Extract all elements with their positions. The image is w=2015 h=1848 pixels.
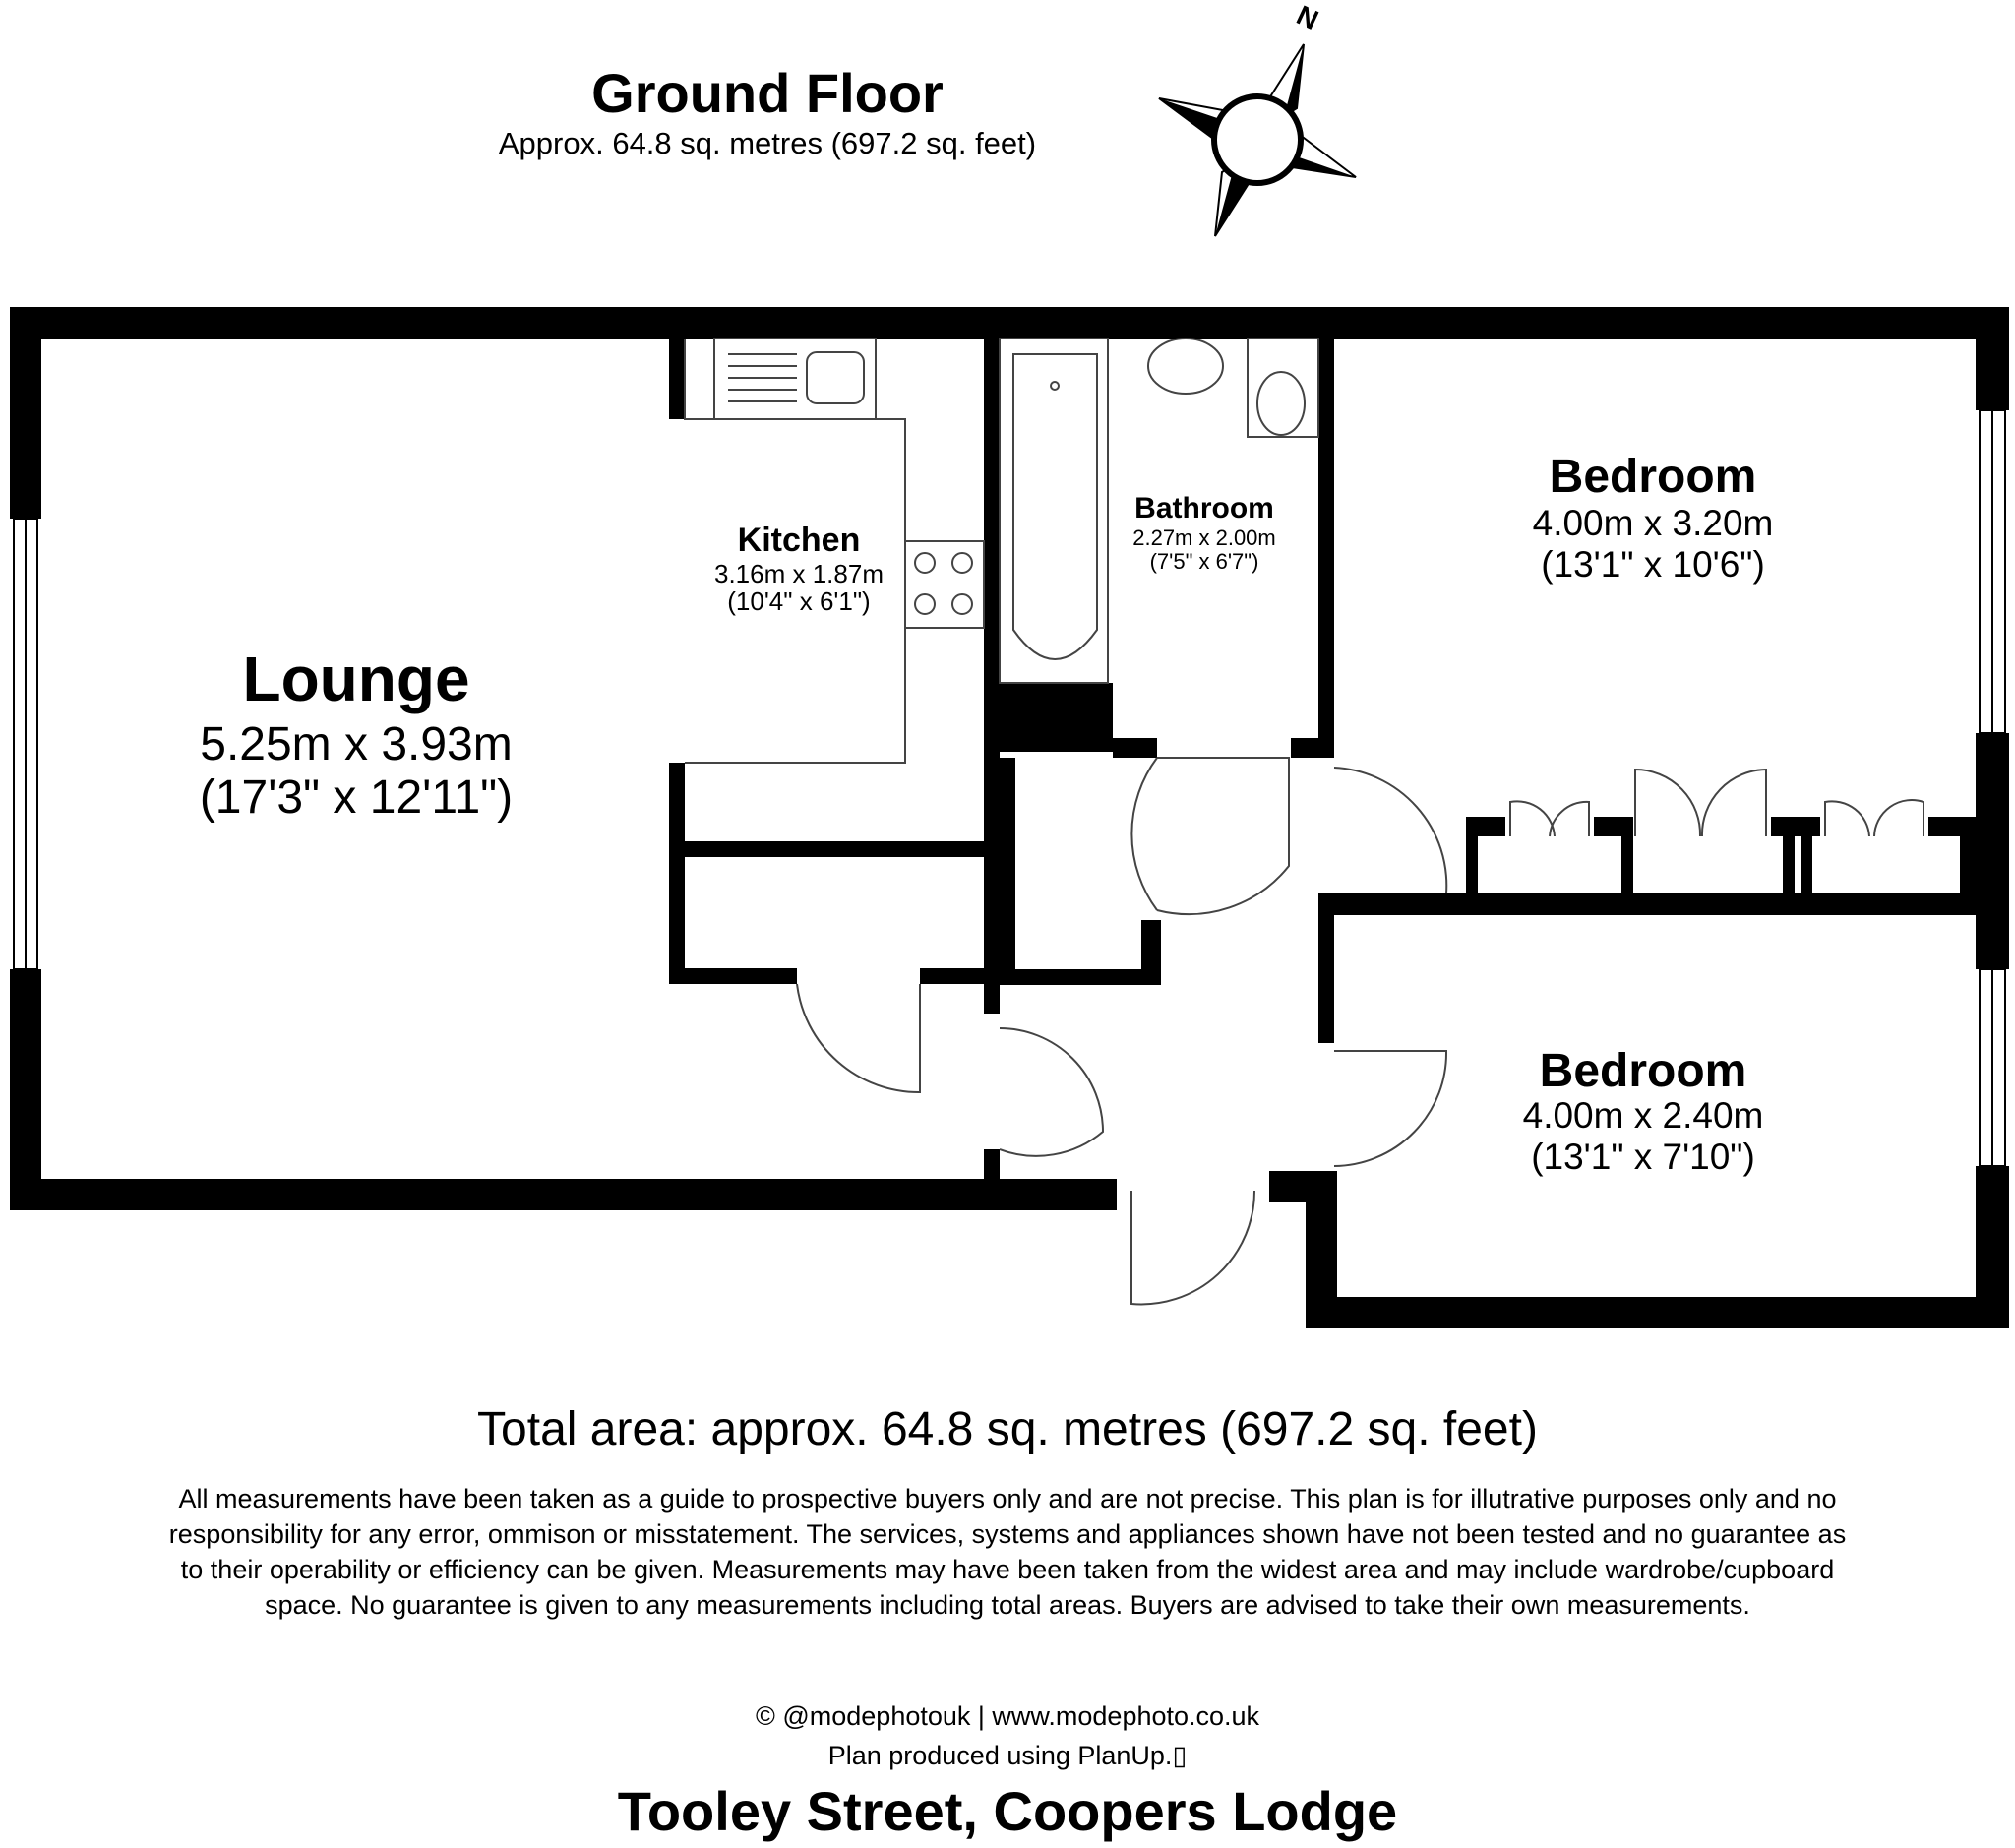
room-dimensions-metric: 3.16m x 1.87m — [714, 559, 884, 588]
doors — [797, 758, 1923, 1304]
disclaimer: All measurements have been taken as a guide to prospective buyers only and are not precise. This plan is for illutrative purposes only and no responsibility for any error, ommison or misstatement. The services, systems and appliances shown have not been tested and no guarantee as to their operability or efficiency can be given. Measurements may have been taken from the widest area and may include wardrobe/cupboard space. No guarantee is given to any measurements including total areas. Buyers are advised to take their own measurements. — [168, 1484, 1847, 1620]
room-dimensions-imperial: (17'3" x 12'11") — [199, 771, 514, 824]
room-name: Kitchen — [737, 522, 861, 559]
room-bathroom-label — [1132, 492, 1276, 574]
room-bedroom1-label — [1533, 451, 1774, 585]
room-dimensions-imperial: (13'1" x 7'10") — [1531, 1137, 1755, 1177]
credit — [0, 1696, 2015, 1775]
room-name: Bathroom — [1134, 492, 1274, 524]
hob-icon — [915, 553, 935, 573]
property-title: Tooley Street, Coopers Lodge — [617, 1780, 1398, 1842]
room-dimensions-metric: 5.25m x 3.93m — [200, 718, 513, 770]
room-dimensions-metric: 4.00m x 2.40m — [1522, 1095, 1764, 1136]
total-area: Total area: approx. 64.8 sq. metres (697.2 sq. feet) — [477, 1403, 1538, 1455]
room-dimensions-imperial: (13'1" x 10'6") — [1541, 544, 1765, 585]
credit-line: Plan produced using PlanUp.▯ — [827, 1741, 1188, 1770]
room-lounge-label — [200, 644, 513, 824]
toilet-icon — [1248, 339, 1318, 437]
compass-north-label: N — [1292, 0, 1323, 36]
compass-icon — [1159, 0, 1356, 236]
room-dimensions-imperial: (7'5" x 6'7") — [1149, 549, 1259, 574]
basin-icon — [1148, 339, 1223, 394]
floor-area: Approx. 64.8 sq. metres (697.2 sq. feet) — [498, 126, 1037, 160]
room-name: Lounge — [242, 644, 470, 714]
room-name: Bedroom — [1549, 451, 1757, 503]
floor-title: Ground Floor — [591, 62, 944, 124]
room-dimensions-imperial: (10'4" x 6'1") — [727, 586, 871, 616]
credit-line: © @modephotouk | www.modephoto.co.uk — [755, 1701, 1260, 1731]
sink-icon — [807, 352, 864, 403]
room-bedroom2-label — [1523, 1045, 1764, 1177]
room-name: Bedroom — [1539, 1045, 1747, 1097]
drainer-icon — [728, 354, 797, 401]
room-dimensions-metric: 4.00m x 3.20m — [1532, 503, 1774, 543]
room-kitchen-label — [714, 522, 884, 616]
room-dimensions-metric: 2.27m x 2.00m — [1132, 525, 1276, 550]
